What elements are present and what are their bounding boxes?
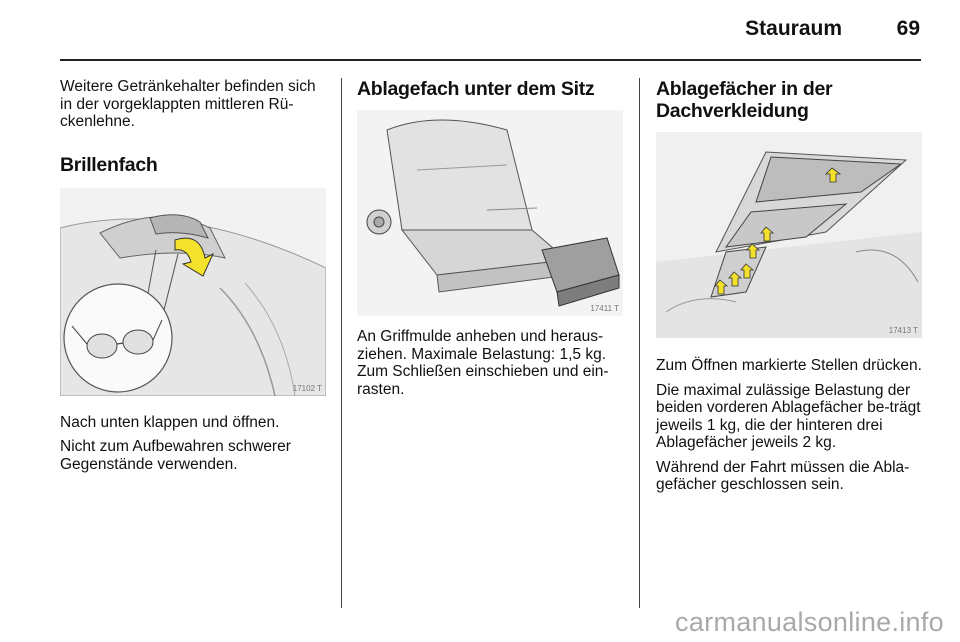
figure-number: 17102 T (292, 383, 322, 393)
instruction-paragraph: An Griffmulde anheben und heraus-ziehen. Maximale Belastung: 1,5 kg. Zum Schließen einschieben und ein-rasten. (357, 328, 609, 398)
intro-paragraph: Weitere Getränkehalter befinden sich in der vorgeklappten mittleren Rü-ckenlehne. (60, 78, 316, 130)
column-glasses-compartment (60, 78, 326, 473)
glasses-compartment-illustration (60, 188, 326, 396)
load-info-paragraph: Die maximal zulässige Belastung der beiden vorderen Ablagefächer be-trägt jeweils 1 kg, die der hinteren drei Ablagefächer jeweils 2 kg. (656, 381, 921, 451)
heading-roof-compartments: Ablagefächer in der Dachverkleidung (656, 78, 833, 122)
warning-paragraph: Nicht zum Aufbewahren schwerer Gegenstände verwenden. (60, 438, 291, 473)
column-under-seat-drawer (357, 78, 623, 398)
seat-drawer-illustration (357, 110, 623, 316)
header-divider (60, 59, 921, 61)
section-title: Stauraum (745, 17, 842, 40)
roof-compartments-illustration (656, 132, 922, 338)
figure-roof-compartments (656, 132, 922, 338)
heading-brillenfach: Brillenfach (60, 153, 158, 176)
page-number: 69 (896, 17, 920, 40)
driving-note-paragraph: Während der Fahrt müssen die Abla-gefächer geschlossen sein. (656, 458, 910, 493)
instruction-paragraph: Nach unten klappen und öffnen. (60, 413, 280, 431)
figure-number: 17413 T (888, 326, 918, 335)
figure-under-seat-drawer (357, 110, 623, 316)
footer-watermark: carmanualsonline.info (675, 607, 944, 637)
column-divider-2 (639, 78, 640, 608)
instruction-paragraph: Zum Öffnen markierte Stellen drücken. (656, 357, 922, 374)
figure-number: 17411 T (590, 304, 619, 313)
column-divider-1 (341, 78, 342, 608)
figure-glasses-compartment (60, 188, 326, 396)
column-roof-compartments (656, 78, 924, 494)
heading-under-seat: Ablagefach unter dem Sitz (357, 78, 595, 100)
